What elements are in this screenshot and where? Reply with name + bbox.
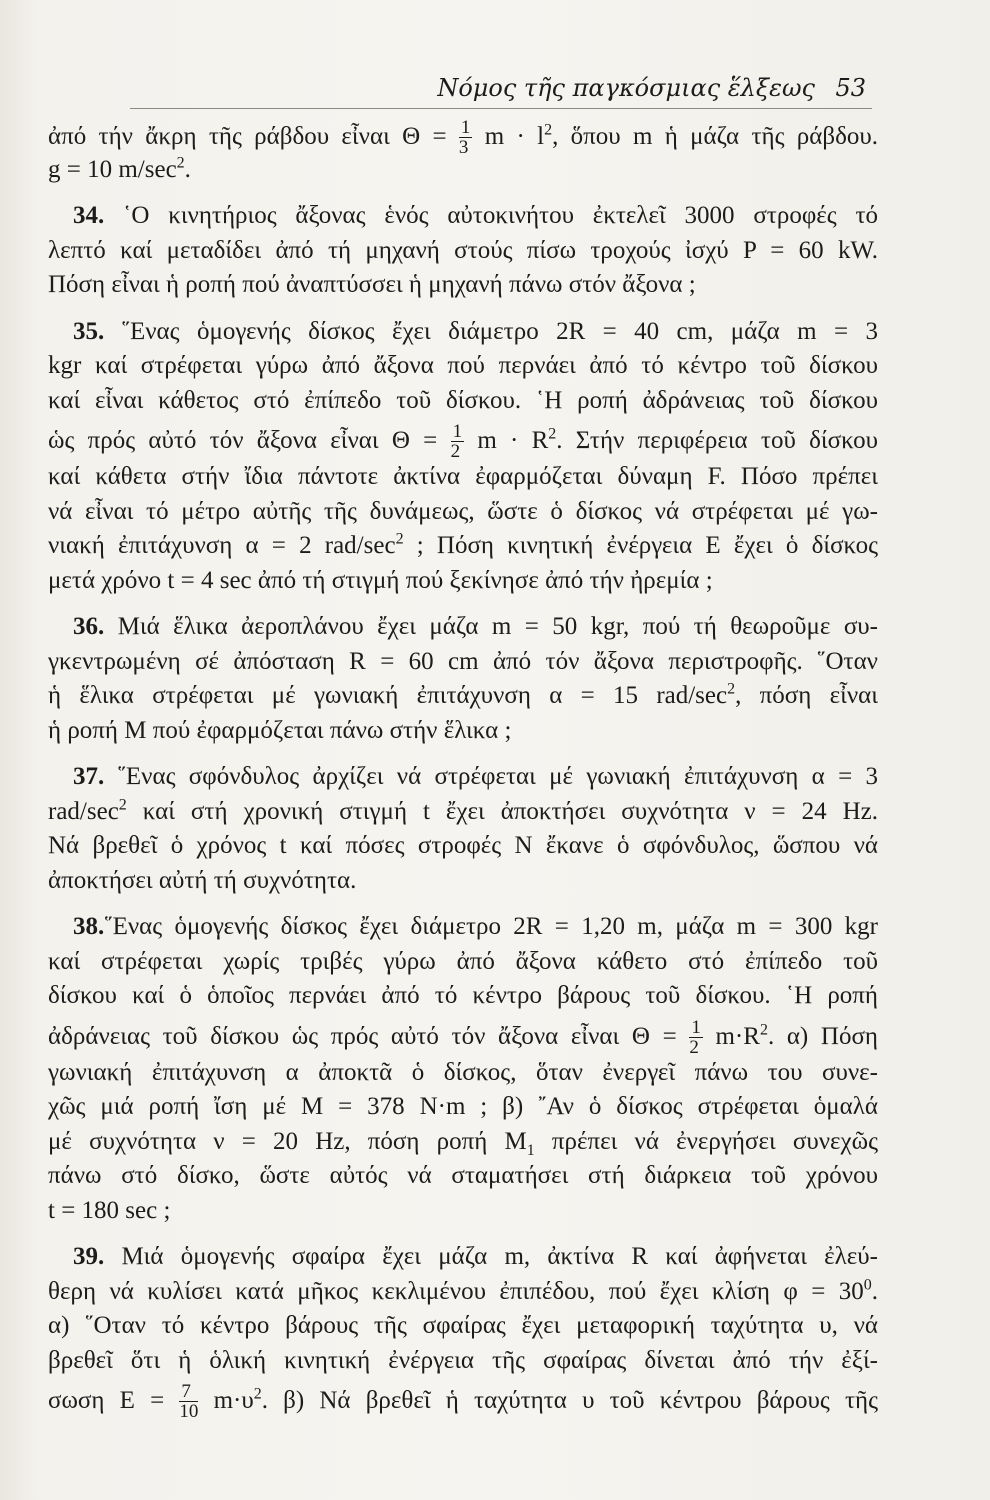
fraction: $\frac{1}{2}$ (689, 1016, 701, 1058)
page-body (48, 118, 878, 1420)
problem-35 (48, 315, 878, 599)
problem-number: 36. (73, 613, 105, 640)
text-line: σωση E = $\frac{7}{10}$ $m\cdot\upsilon^2$. β) Νά βρεθεῖ ἡ ταχύτητα υ τοῦ κέντρου βάρους τῆς (48, 1381, 878, 1422)
text-line: βρεθεῖ ὅτι ἡ ὁλική κινητική ἐνέργεια τῆς σφαίρας δίνεται ἀπό τήν ἐξί- (48, 1346, 878, 1374)
problem-number: 34. (73, 202, 105, 229)
running-title: Νόμος τῆς παγκόσμιας ἕλξεως (437, 74, 815, 102)
text-line: νά εἶναι τό μέτρο αὐτῆς τῆς δυνάμεως, ὥστε ὁ δίσκος νά στρέφεται μέ γω- (48, 497, 878, 525)
text-line: 37. ῞Ενας σφόνδυλος ἀρχίζει νά στρέφεται μέ γωνιακή ἐπιτάχυνση α = 3 (73, 763, 878, 790)
text-line: θερη νά κυλίσει κατά μῆκος κεκλιμένου ἐπιπέδου, πού ἔχει κλίση $\varphi = 30^0$. (48, 1276, 878, 1305)
text-line: 35. ῞Ενας ὁμογενής δίσκος ἔχει διάμετρο 2R = 40 cm, μάζα m = 3 (73, 317, 879, 345)
fraction: $\frac{1}{2}$ (450, 421, 463, 462)
text-line: α) ῞Οταν τό κέντρο βάρους τῆς σφαίρας ἔχει μεταφορική ταχύτητα υ, νά (48, 1312, 878, 1339)
text-line: 36. Μιά ἕλικα ἀεροπλάνου ἔχει μάζα m = 50 kgr, πού τή θεωροῦμε συ- (73, 613, 878, 640)
text-line: 34. ῾Ο κινητήριος ἄξονας ἑνός αὐτοκινήτου ἐκτελεῖ 3000 στροφές τό (73, 202, 878, 229)
problem-number: 35. (73, 317, 105, 345)
text-line: ἡ ἕλικα στρέφεται μέ γωνιακή ἐπιτάχυνση α = 15 rad/$\sec^2$, πόση εἶναι (48, 680, 878, 709)
text-line: 38.῞Ενας ὁμογενής δίσκος ἔχει διάμετρο 2R = 1,20 m, μάζα m = 300 kgr (73, 913, 878, 940)
problem-number: 38. (73, 913, 105, 940)
text-line: καί στρέφεται χωρίς τριβές γύρω ἀπό ἄξονα κάθετο στό ἐπίπεδο τοῦ (48, 947, 878, 975)
fraction: $\frac{1}{3}$ (458, 117, 471, 158)
text-line: ἀποκτήσει αὐτή τή συχνότητα. (48, 866, 357, 894)
text-line: rad/$\sec^2$ καί στή χρονική στιγμή t ἔχει ἀποκτήσει συχνότητα ν = 24 Hz. (48, 796, 878, 825)
text-line: t = 180 sec ; (48, 1196, 171, 1224)
header-rule (130, 108, 872, 109)
text-line: ὡς πρός αὐτό τόν ἄξονα εἶναι Θ = $\frac{1}{2}$ $m \cdot R^2$. Στήν περιφέρεια τοῦ δίσκου (48, 421, 878, 462)
problem-34 (48, 199, 878, 303)
text-line: γωνιακή ἐπιτάχυνση α ἀποκτᾶ ὁ δίσκος, ὅταν ἐνεργεῖ πάνω του συνε- (48, 1058, 878, 1086)
text-line: ἀδράνειας τοῦ δίσκου ὡς πρός αὐτό τόν ἄξονα εἶναι Θ = $\frac{1}{2}$ $m\cdot R^2$. α) Πόση (48, 1016, 879, 1058)
text-line: καί εἶναι κάθετος στό ἐπίπεδο τοῦ δίσκου. ῾Η ροπή ἀδράνειας τοῦ δίσκου (48, 386, 878, 414)
problem-number: 39. (73, 1243, 105, 1270)
page-number: 53 (835, 74, 866, 102)
text-line: χῶς μιά ροπή ἴση μέ M = 378 N·m ; β) ῎Αν ὁ δίσκος στρέφεται ὁμαλά (48, 1093, 878, 1120)
text-line: Νά βρεθεῖ ὁ χρόνος t καί πόσες στροφές N ἔκανε ὁ σφόνδυλος, ὥσπου νά (48, 832, 878, 859)
intro-paragraph (48, 118, 878, 187)
text-line: g = 10 $m/\sec^2$. (48, 154, 191, 183)
text-line: γκεντρωμένη σέ ἀπόσταση R = 60 cm ἀπό τόν ἄξονα περιστροφῆς. ῞Οταν (48, 647, 878, 675)
text-line: νιακή ἐπιτάχυνση α = 2 rad/$\sec^2$ ; Πόση κινητική ἐνέργεια E ἔχει ὁ δίσκος (48, 530, 879, 559)
text-line: ἡ ροπή M πού ἐφαρμόζεται πάνω στήν ἕλικα ; (48, 716, 512, 744)
text-line: πάνω στό δίσκο, ὥστε αὐτός νά σταματήσει στή διάρκεια τοῦ χρόνου (48, 1162, 878, 1189)
text-line: 39. Μιά ὁμογενής σφαίρα ἔχει μάζα m, ἀκτίνα R καί ἀφήνεται ἐλεύ- (73, 1243, 878, 1270)
problem-36 (48, 610, 878, 748)
text-line: μετά χρόνο t = 4 sec ἀπό τή στιγμή πού ξεκίνησε ἀπό τήν ἠρεμία ; (48, 566, 713, 594)
text-line: καί κάθετα στήν ἴδια πάντοτε ἀκτίνα ἐφαρμόζεται δύναμη F. Πόσο πρέπει (48, 463, 878, 490)
problem-37 (48, 760, 878, 898)
problem-number: 37. (73, 763, 105, 790)
text-line: kgr καί στρέφεται γύρω ἀπό ἄξονα πού περνάει ἀπό τό κέντρο τοῦ δίσκου (48, 352, 878, 379)
text-line: μέ συχνότητα ν = 20 Hz, πόση ροπή $M_1$ πρέπει νά ἐνεργήσει συνεχῶς (48, 1127, 878, 1159)
text-line: δίσκου καί ὁ ὁποῖος περνάει ἀπό τό κέντρο βάρους τοῦ δίσκου. ῾Η ροπή (48, 982, 878, 1009)
problem-39 (48, 1240, 878, 1420)
text-line: λεπτό καί μεταδίδει ἀπό τή μηχανή στούς πίσω τροχούς ἰσχύ P = 60 kW. (48, 236, 878, 264)
problem-38 (48, 910, 878, 1228)
text-line: Πόση εἶναι ἡ ροπή πού ἀναπτύσσει ἡ μηχανή πάνω στόν ἄξονα ; (48, 271, 696, 298)
text-line: ἀπό τήν ἄκρη τῆς ράβδου εἶναι Θ = $\frac{1}{3}$ $m \cdot l^2$, ὅπου m ἡ μάζα τῆς ράβδου. (48, 117, 878, 158)
fraction: $\frac{7}{10}$ (179, 1381, 199, 1422)
page-header (48, 70, 866, 102)
